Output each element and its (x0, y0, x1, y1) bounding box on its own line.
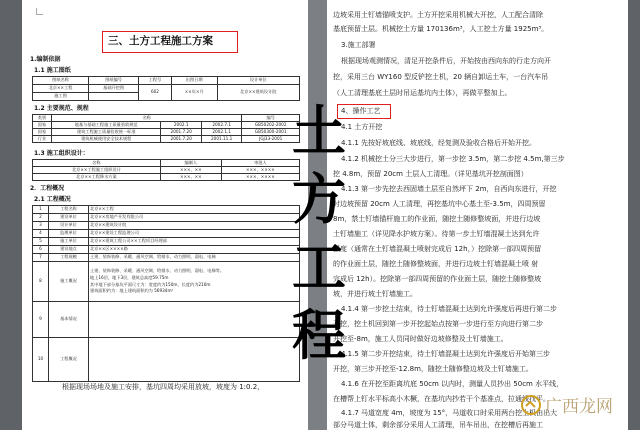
subsection-specs: 1.2 主要规范、规程 (34, 105, 89, 112)
text-line: 4.1.6 在开挖至距离坑底 50cm 以内时，测量人员抄出 50cm 水平线， (341, 380, 564, 388)
text-line: 挖 4.8m，预留 20cm 土层人工清理。（详见基坑开挖剖面图） (333, 170, 528, 178)
subsection-drawings: 1.1 施工图纸 (34, 67, 71, 74)
text-line: 部分马道土体，剩余部分采用人工清理，吊车吊出，在挖槽后再施工 (333, 421, 543, 429)
section-heading: 1.编制依据 (30, 56, 61, 63)
text-line: 根据现场观测情况，清足开挖条件后，开始按由西向东的行走方向开 (341, 57, 551, 65)
text-line: 4.1.7 马道宽度 4m，坡度为 15°，马道收口时采用两台挖土机由出大 (341, 409, 558, 417)
text-line: 挖，采用三台 WY160 型反铲挖土机，20 辆自卸运土车，一台汽车吊 (333, 73, 549, 81)
watermark-logo-icon (520, 394, 542, 416)
text-line: 的作业面土层，随挖土随修整坡面，并进行边坡土钉墙混凝土喷 射 (333, 260, 539, 268)
text-line: 在槽帮上钉水平标高小木橛，在基坑内抄若干个基准点，拉通线找平。 (333, 395, 550, 403)
section-overview: 2．工程概况 (30, 185, 65, 192)
watermark (520, 392, 613, 417)
right-page (327, 0, 628, 430)
text-line: 4.1.5 第二步开挖结束，待土钉墙混凝土达到允许强度后开始第三步 (341, 350, 551, 358)
subsection-41: 4.1 土方开挖 (341, 123, 383, 131)
text-line: 边坡采用土钉墙锚喷支护。土方开挖采用机械大开挖，人工配合清除 (333, 11, 543, 19)
subsection-overview: 2.1 工程概况 (34, 196, 71, 203)
text-line: 4.1.4 第一步挖土结束，待土钉墙混凝土达到允许强度后再进行第二步 (341, 305, 558, 313)
overlay-char-4: 程 (292, 303, 346, 367)
specs-table: 类别 名称 编号 国家 地基与基础工程施工质量验收规范 2002.1 2002.7.1 GB50202-2002 国家 建筑工程施工质量验收统一标准 2001.7.20 2002.1.1 GB50300-2001 行业 建筑机械使用安全技术规程 2001.7.20 2001.11.1 JGJ33-2001 (32, 114, 300, 143)
text-line: 4.1.2 机械挖土分三大步进行，第一步挖 3.5m，第二步挖 4.5m,第三步 (341, 155, 565, 163)
text-line: 8m，禁土钉墙锚杆施工的作业面，随挖土随修整坡面，并进行边坡 (333, 215, 541, 223)
watermark-text: 广西龙网 (545, 397, 613, 417)
overlay-char-2: 方 (292, 167, 346, 231)
text-line: 完成后 12h）。挖除第一部四周预留的作业面土层，随挖土随修整坡 (333, 275, 542, 283)
text-line: 土钉墙施工（详见降水护坡方案）。待第一步土钉墙混凝土达到允许 (333, 230, 540, 238)
left-page (22, 0, 308, 430)
page-title: 三、土方工程施工方案 (108, 35, 213, 47)
text-line: 开挖至-8m，施工人员同时做好边坡修整及土钉墙施工。 (333, 335, 508, 343)
footer-line: 根据现场场地及施工安排，基坑四周均采用放坡，坡度为 1:0.2， (62, 383, 265, 391)
text-line: 开挖，挖土机回到第一步开挖起始点按第一步进行至方向进行第二步 (333, 320, 543, 328)
overview-table: 1 工程名称 北京××工程 2 建设单位 北京××房地产开发有限公司 3 设计单位 北京××建筑设计院 4 监理单位 北京××建设工程监理公司 5 施工单位 北京××建筑工程公司××工程项目经理部 6 建设地点 北京××区××××路 7 工程规模 土建、装饰装修、采暖、通风空调、给排水、动力照明、弱电、电梯 8 施工概况 土建、装饰装修、采暖、通风空调、给排水、动力照明、弱电、电梯等。 地上16层，地下3层，建筑总高度59.75m 其中地下部分基坑平面尺寸为：宽度约为150m，长度约为210m 建筑面积约为：地上建筑面积约为 56934m² 9 基本情况 10 工程概况 (32, 205, 300, 382)
text-line: 开挖，第三步开挖至-12.8m，随挖土随修整边坡及土钉墙施工。 (333, 365, 533, 373)
section-heading-3: 3.施工部署 (341, 41, 376, 49)
section-heading-4: 4、操作工艺 (341, 107, 381, 115)
crop-mark (36, 8, 43, 15)
text-line: 4.1.3 第一步先挖去西固墙土层至自然坪下 2m，自西向东进行，开挖 (341, 185, 557, 193)
text-line: 基底预留土层。机械挖土方量 170136m³，人工挖土方量 1925m³。 (333, 25, 549, 33)
text-line: 坡，并进行坡土钉墙施工。 (333, 290, 417, 298)
text-line: 4.1.1 先按好坡底线、坡底线，经复测及验收合格后开始开挖。 (341, 139, 537, 147)
text-line: 时边坡预留 20cm 人工清理，再挖基坑中心基土至-3.5m，四周预留 (333, 200, 546, 208)
org-table: 名称 编制人 审批人 北京××工程施工组织设计 ×××、×× ×××、×××× 北京××工程降水方案 ×××、×× ×××、×××× (32, 159, 300, 181)
text-line: 强度（通常在土钉墙混凝土喷射完成后 12h，）挖除第一部四周预留 (333, 245, 542, 253)
overlay-char-1: 土 (292, 99, 346, 163)
drawings-table: 图纸名称 图纸编号 工程号 出图日期 设计单位 北京××工程 基础开挖图 602 ××年×月 北京××建筑设计院 施工图 (32, 76, 300, 101)
red-note: （人工清理基底土层时吊运基坑内土体），再做平整加上。 (333, 89, 512, 97)
overlay-char-3: 工 (292, 235, 346, 299)
subsection-org: 1.3 施工组织设计： (34, 150, 89, 157)
